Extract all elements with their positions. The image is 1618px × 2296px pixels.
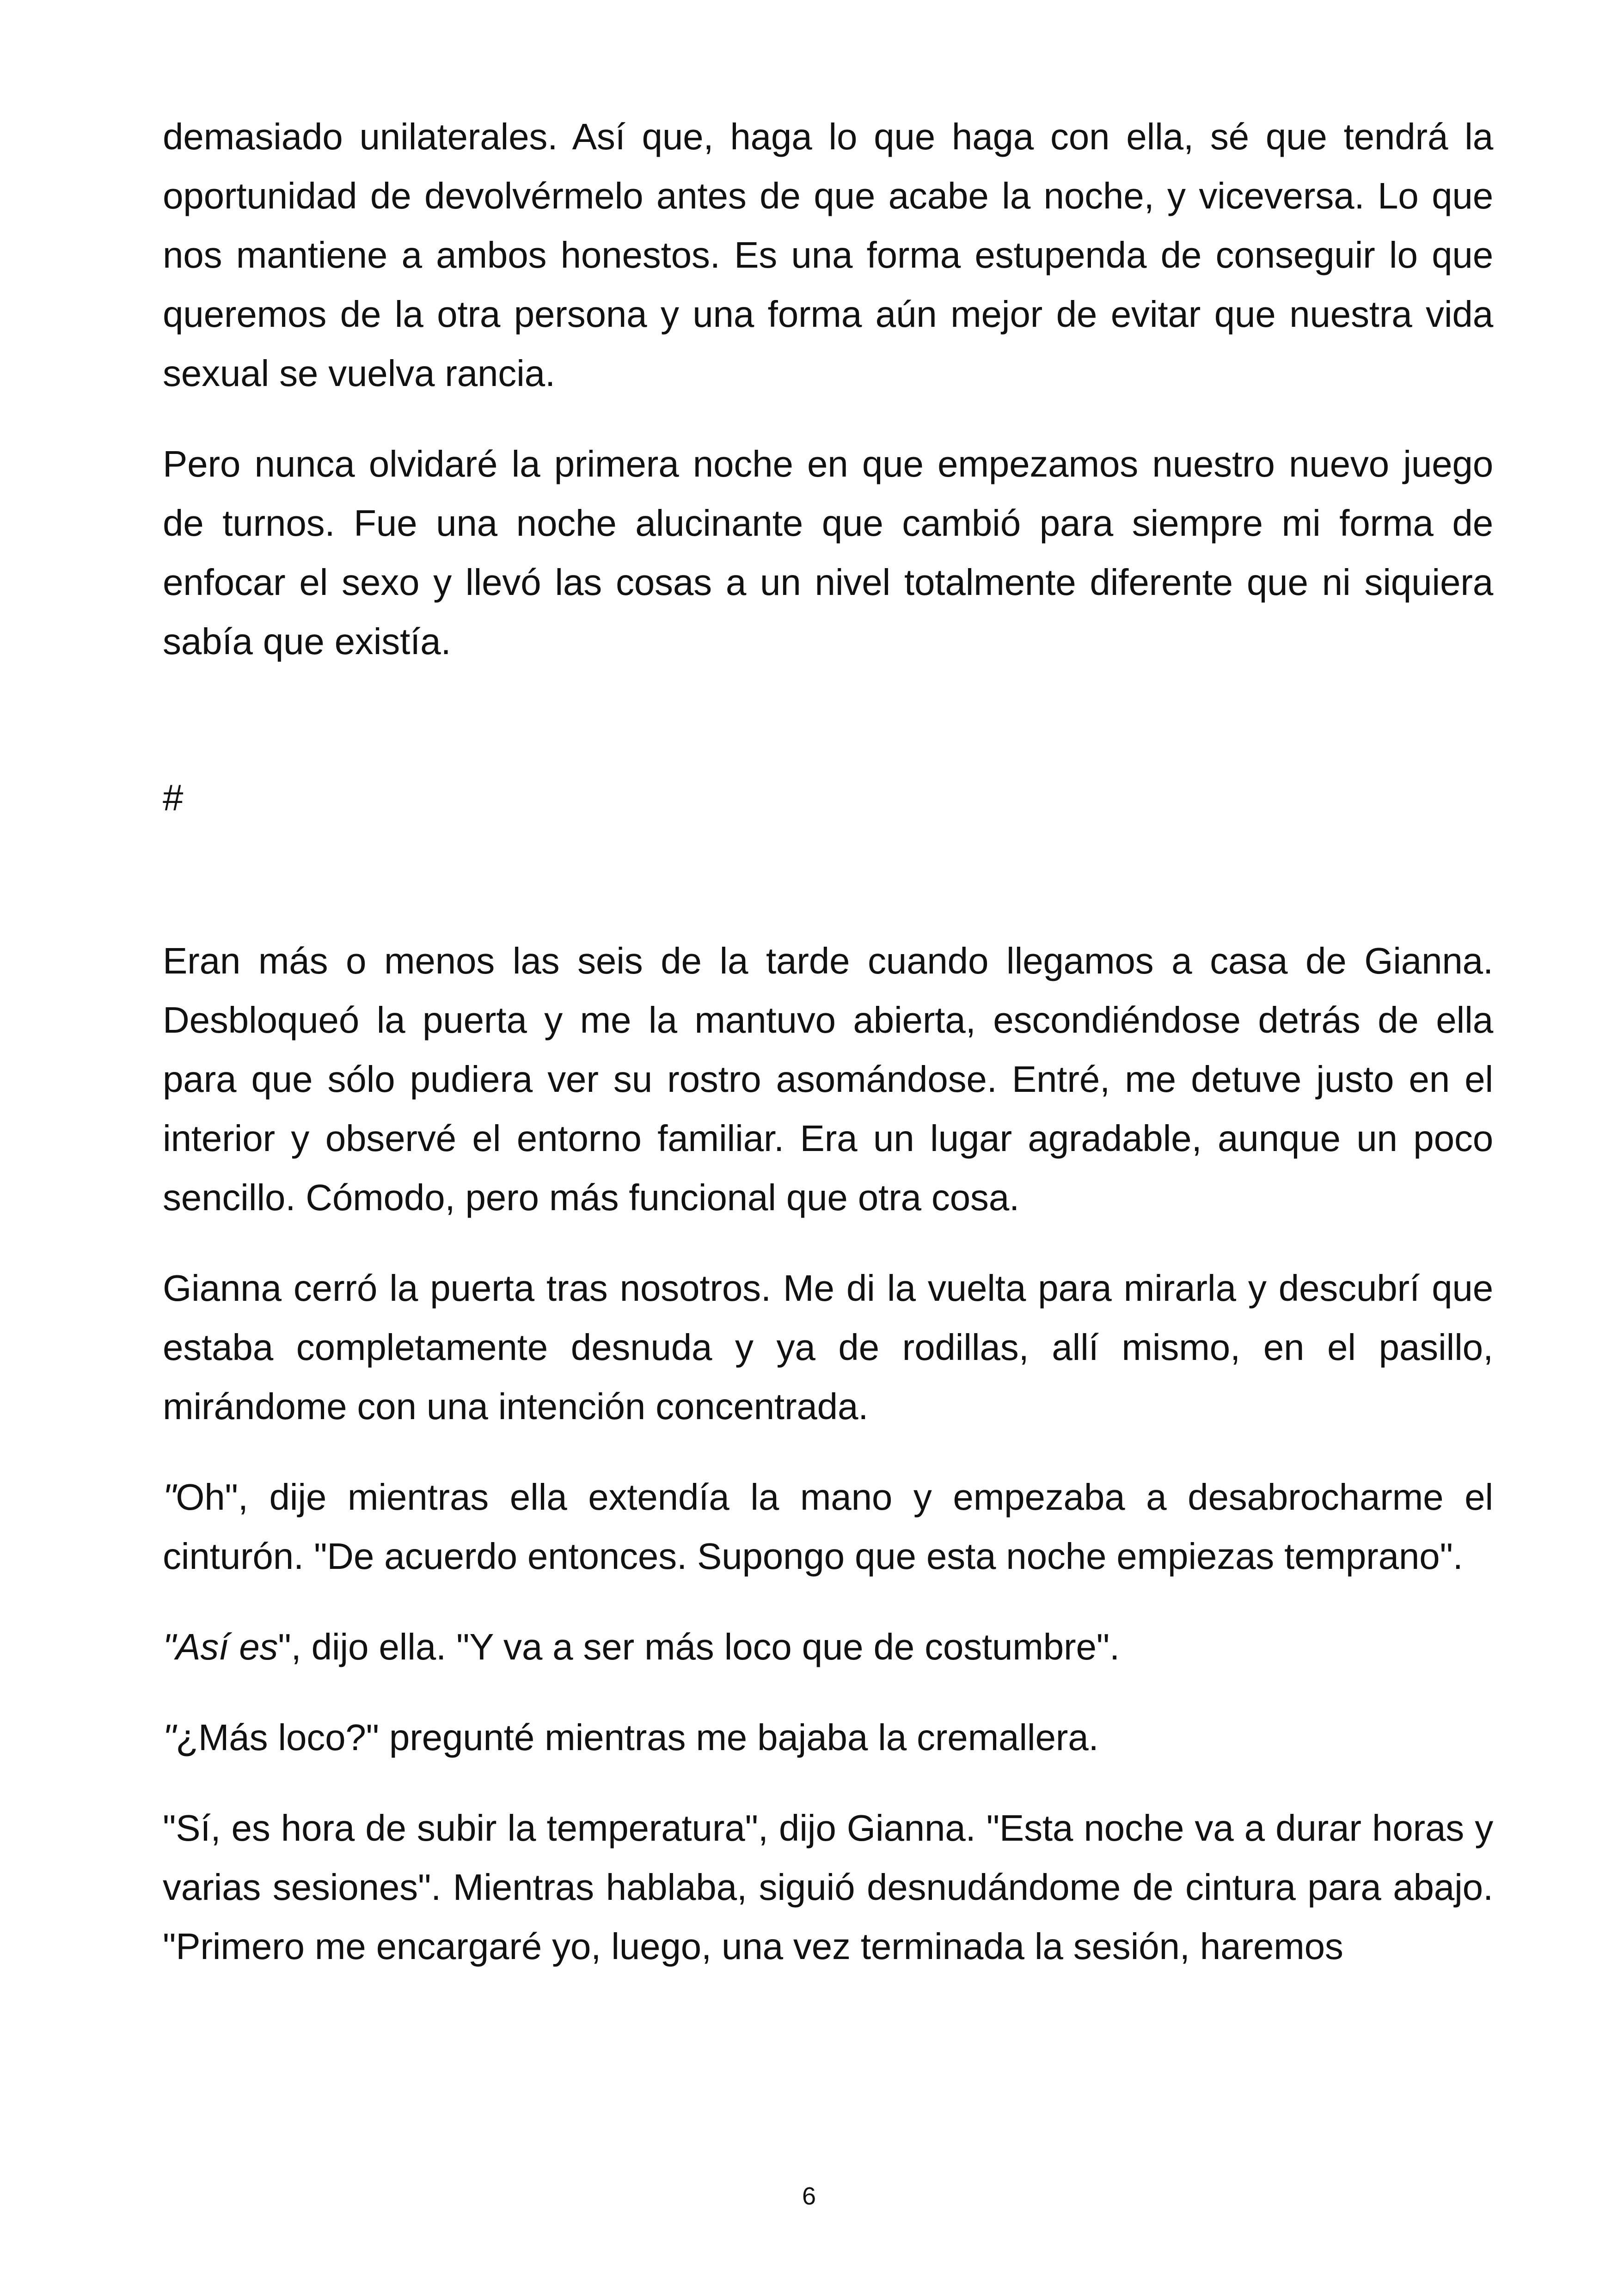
paragraph-5-text: Oh", dije mientras ella extendía la mano y empezaba a desabrocharme el cinturón. "De acuerdo entonces. Supongo que esta noche empiezas temprano". <box>163 1476 1493 1577</box>
paragraph-2: Pero nunca olvidaré la primera noche en que empezamos nuestro nuevo juego de turnos. Fue una noche alucinante que cambió para siempre mi forma de enfocar el sexo y llevó las cosas a un nivel totalmente diferente que ni siquiera sabía que existía. <box>163 443 1493 662</box>
paragraph-3: Eran más o menos las seis de la tarde cuando llegamos a casa de Gianna. Desbloqueó la puerta y me la mantuvo abierta, escondiéndose detrás de ella para que sólo pudiera ver su rostro asomándose. Entré, me detuve justo en el interior y observé el entorno familiar. Era un lugar agradable, aunque un poco sencillo. Cómodo, pero más funcional que otra cosa. <box>163 940 1493 1218</box>
page-number: 6 <box>802 2182 816 2210</box>
paragraph-5 <box>163 1468 1493 1586</box>
paragraph-7 <box>163 1708 1493 1767</box>
paragraph-8: "Sí, es hora de subir la temperatura", dijo Gianna. "Esta noche va a durar horas y varias sesiones". Mientras hablaba, siguió desnudándome de cintura para abajo. "Primero me encargaré yo, luego, una vez terminada la sesión, haremos <box>163 1807 1493 1967</box>
paragraph-6 <box>163 1617 1493 1677</box>
paragraph-4: Gianna cerró la puerta tras nosotros. Me di la vuelta para mirarla y descubrí que estaba completamente desnuda y ya de rodillas, allí mismo, en el pasillo, mirándome con una intención concentrada. <box>163 1267 1493 1427</box>
document-body <box>163 107 1493 2008</box>
section-separator: # <box>163 777 184 818</box>
paragraph-6-text: ", dijo ella. "Y va a ser más loco que de costumbre". <box>278 1626 1120 1667</box>
paragraph-7-open-quote: " <box>163 1717 176 1758</box>
paragraph-1: demasiado unilaterales. Así que, haga lo que haga con ella, sé que tendrá la oportunidad de devolvérmelo antes de que acabe la noche, y viceversa. Lo que nos mantiene a ambos honestos. Es una forma estupenda de conseguir lo que queremos de la otra persona y una forma aún mejor de evitar que nuestra vida sexual se vuelva rancia. <box>163 116 1493 394</box>
paragraph-6-italic: "Así es <box>163 1626 278 1667</box>
paragraph-7-text: ¿Más loco?" pregunté mientras me bajaba la cremallera. <box>176 1717 1099 1758</box>
paragraph-5-open-quote: " <box>163 1476 176 1518</box>
